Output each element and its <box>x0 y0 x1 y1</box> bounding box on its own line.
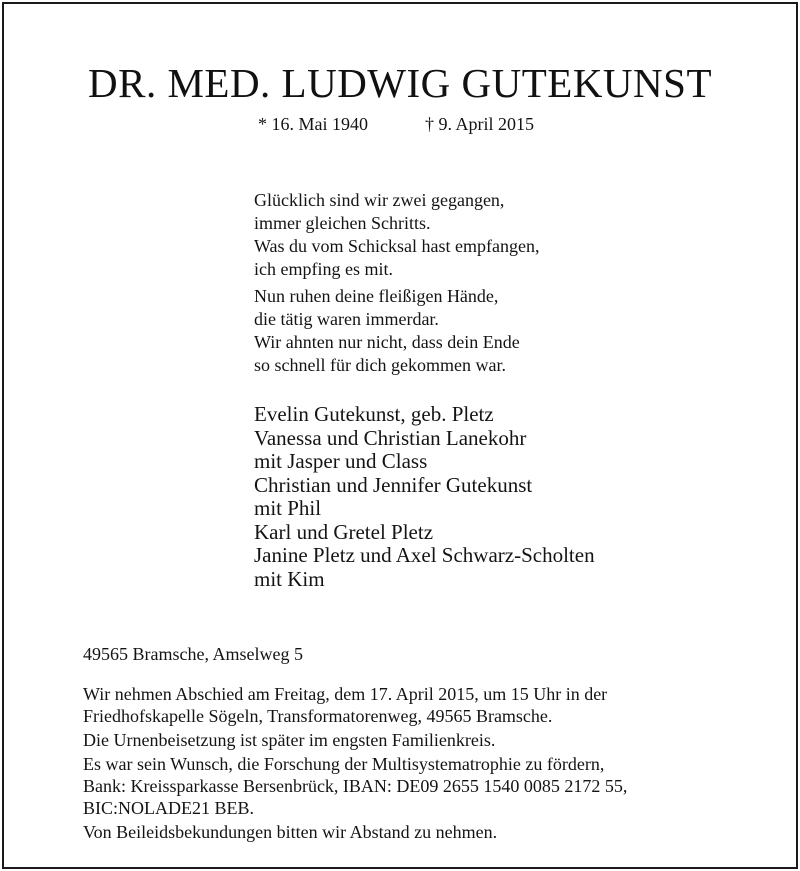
poem-line: die tätig waren immerdar. <box>254 309 439 329</box>
poem-line: Wir ahnten nur nicht, dass dein Ende <box>254 332 520 352</box>
poem-line: immer gleichen Schritts. <box>254 213 431 233</box>
mourners-list <box>254 403 595 591</box>
notice-line: Es war sein Wunsch, die Forschung der Multisystematrophie zu fördern, <box>83 754 605 774</box>
poem-line: Nun ruhen deine fleißigen Hände, <box>254 286 499 306</box>
family-address: 49565 Bramsche, Amselweg 5 <box>83 644 303 664</box>
notice-line: Bank: Kreissparkasse Bersenbrück, IBAN: DE09 2655 1540 0085 2172 55, <box>83 776 628 796</box>
mourner-line: Janine Pletz und Axel Schwarz-Scholten <box>254 543 595 567</box>
notice-line: Wir nehmen Abschied am Freitag, dem 17. April 2015, um 15 Uhr in der <box>83 684 608 704</box>
mourner-line: Evelin Gutekunst, geb. Pletz <box>254 402 494 426</box>
notice-line: Friedhofskapelle Sögeln, Transformatorenweg, 49565 Bramsche. <box>83 706 553 726</box>
poem-line: ich empfing es mit. <box>254 259 393 279</box>
mourner-line: mit Phil <box>254 496 322 520</box>
mourner-line: Karl und Gretel Pletz <box>254 519 434 544</box>
mourner-line: Christian und Jennifer Gutekunst <box>254 472 533 497</box>
funeral-notice <box>83 683 627 843</box>
notice-line: Die Urnenbeisetzung ist später im engsten Familienkreis. <box>83 730 496 750</box>
poem-stanza-2 <box>254 285 520 377</box>
notice-line: Von Beileidsbekundungen bitten wir Abstand zu nehmen. <box>83 822 498 842</box>
birth-date: * 16. Mai 1940 <box>258 114 368 134</box>
poem-line: so schnell für dich gekommen war. <box>254 355 506 375</box>
mourner-line: Vanessa und Christian Lanekohr <box>254 425 527 450</box>
life-dates <box>0 114 800 138</box>
deceased-name: DR. MED. LUDWIG GUTEKUNST <box>87 60 713 106</box>
death-date: † 9. April 2015 <box>425 114 535 134</box>
mourner-line: mit Jasper und Class <box>254 449 428 473</box>
mourner-line: mit Kim <box>254 566 325 591</box>
poem-stanza-1 <box>254 189 540 281</box>
poem-line: Glücklich sind wir zwei gegangen, <box>254 190 505 210</box>
notice-line: BIC:NOLADE21 BEB. <box>83 798 254 818</box>
poem-line: Was du vom Schicksal hast empfangen, <box>254 236 540 256</box>
